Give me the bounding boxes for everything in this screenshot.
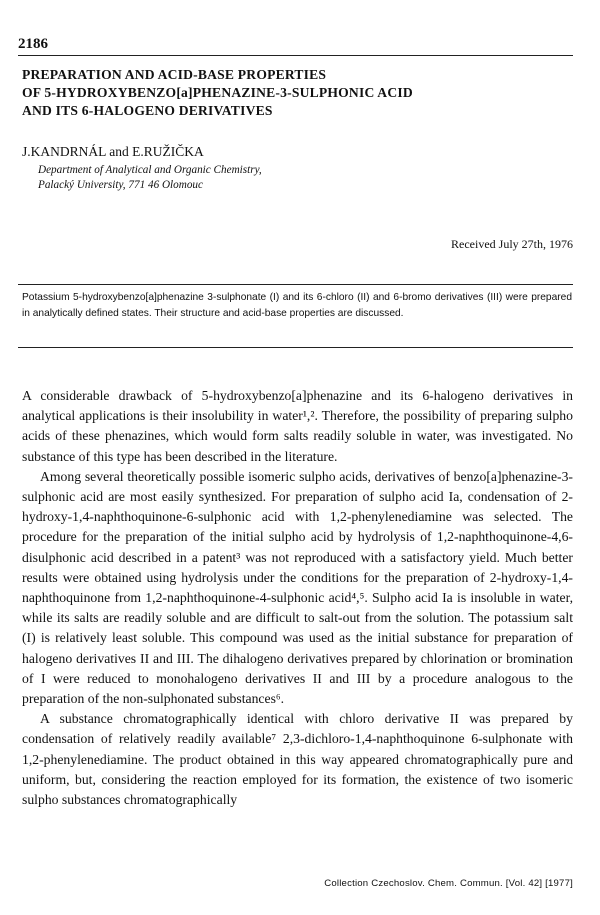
journal-citation-footer: Collection Czechoslov. Chem. Commun. [Vol. 42] [1977] [324, 878, 573, 889]
header-rule [18, 55, 573, 56]
abstract: Potassium 5-hydroxybenzo[a]phenazine 3-sulphonate (I) and its 6-chloro (II) and 6-bromo derivatives (III) were prepared in analytically defined states. Their structure and acid-base properties are discussed. [22, 292, 572, 319]
article-title [22, 66, 582, 120]
affiliation-line-1: Department of Analytical and Organic Chemistry, [38, 164, 262, 176]
abstract-bottom-rule [18, 347, 573, 348]
received-date: Received July 27th, 1976 [451, 237, 573, 251]
body-paragraph-3: A substance chromatographically identical with chloro derivative II was prepared by condensation of relatively readily available⁷ 2,3-dichloro-1,4-naphthoquinone 6-sulphonate with 1,2-phenylenediamine. The product obtained in this way appeared chromatographically pure and uniform, but, considering the reaction employed for its formation, the existence of two isomeric sulpho substances chromatographically [22, 711, 573, 808]
title-line-1: PREPARATION AND ACID-BASE PROPERTIES [22, 67, 327, 82]
title-line-3: AND ITS 6-HALOGENO DERIVATIVES [22, 103, 273, 118]
authors: J.KANDRNÁL and E.RUŽIČKA [22, 144, 204, 159]
title-line-2: OF 5-HYDROXYBENZO[a]PHENAZINE-3-SULPHONIC ACID [22, 85, 413, 100]
body-paragraph-1: A considerable drawback of 5-hydroxybenzo[a]phenazine and its 6-halogeno derivatives in analytical applications is their insolubility in water¹,². Therefore, the possibility of preparing sulpho acids of these phenazines, which would form salts readily soluble in water, was investigated. No substance of this type has been described in the literature. [22, 388, 573, 464]
page-number: 2186 [18, 36, 48, 52]
abstract-top-rule [18, 284, 573, 285]
body-paragraph-2: Among several theoretically possible isomeric sulpho acids, derivatives of benzo[a]phenazine-3-sulphonic acid are most easily synthesized. For preparation of sulpho acid Ia, condensation of 2-hydroxy-1,4-naphthoquinone-6-sulphonic acid with 1,2-phenylenediamine was selected. The procedure for the preparation of the initial sulpho acid by hydrolysis of 1,2-naphthoquinone-4,6-disulphonic acid described in a patent³ was not reproduced with a satisfactory yield. Much better results were obtained using hydrolysis under the conditions for the preparation of 2-hydroxy-1,4-naphthoquinone from 1,2-naphthoquinone-4-sulphonic acid⁴,⁵. Sulpho acid Ia is insoluble in water, while its salts are readily soluble and are difficult to salt-out from the solution. The potassium salt (I) is relatively least soluble. This compound was used as the initial substance for preparation of halogeno derivatives II and III. The dihalogeno derivatives prepared by chlorination or bromination of I were reduced to monohalogeno derivatives II and III by a procedure analogous to the preparation of the non-sulphonated substances⁶. [22, 468, 573, 707]
affiliation-line-2: Palacký University, 771 46 Olomouc [38, 179, 203, 191]
body-text [22, 386, 573, 810]
affiliation [38, 163, 262, 193]
